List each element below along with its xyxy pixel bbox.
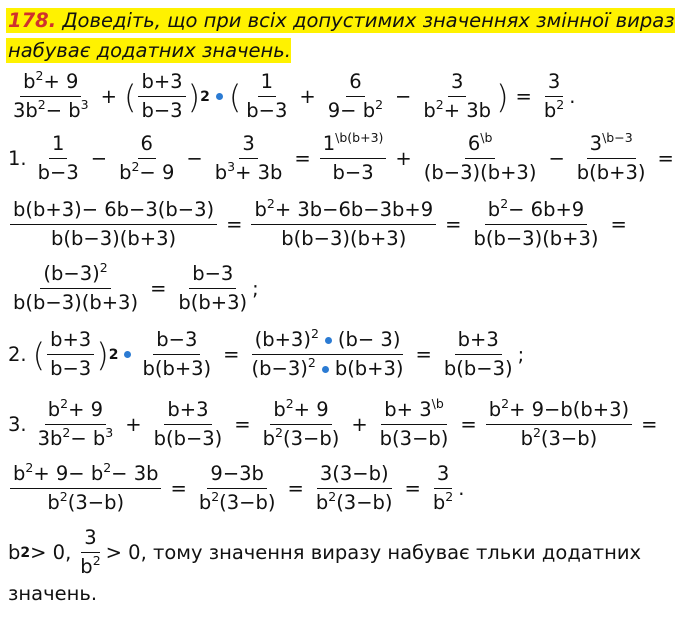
multiply-dot-icon	[322, 366, 329, 373]
multiply-dot-icon	[124, 351, 131, 358]
conclusion-text: > 0, тому значення виразу набуває тльки додатних	[105, 541, 642, 564]
step3-row2: $\frac{b^2+ 9- b^2- 3b}{b^2(3-b)}$ = $\frac{9-3b}{b^2(3-b)}$ = $\frac{3(3-b)}{b^2(3-b)}$ = $\frac{3}{b^2}$ .	[8, 462, 464, 515]
fraction: $\frac{b+3}{b-3}$	[138, 70, 185, 123]
step3-row1: 3. $\frac{b^2+ 9}{3b^2- b^3}$ + $\frac{b+3}{b(b-3)}$ = $\frac{b^2+ 9}{b^2(3-b)}$ + $\frac{b+ 3^{\backslash b}}{b(3-b)}$ = $\frac{b^2+ 9-b(b+3)}{b^2(3-b)}$ =	[8, 396, 658, 450]
step-label: 3.	[8, 413, 27, 436]
problem-number: 178.	[8, 9, 57, 32]
problem-text-line1: Доведіть, що при всіх допустимих значеннях змінної вираз	[56, 9, 675, 32]
step2-row: 2. ( $\frac{b+3}{b-3}$ ) 2 $\frac{b-3}{b(b+3)}$ = $\frac{(b+3)^2 (b- 3)}{(b-3)^2 b(b+3)}$ = $\frac{b+3}{b(b-3)}$ ;	[8, 326, 525, 380]
conclusion-text-line2: значень.	[8, 582, 98, 605]
problem-statement	[6, 6, 688, 66]
problem-text-line2: набуває додатних значень.	[8, 39, 291, 62]
given-expression: $\frac{b^2+ 9}{3b^2- b^3}$ + ( $\frac{b+3}{b-3}$ ) 2 ( $\frac{1}{b-3}$ + $\frac{6}{9- b^2}$ − $\frac{3}{b^2+ 3b}$ ) = $\frac{3}{b^2}$ .	[8, 70, 575, 123]
step-label: 2.	[8, 343, 27, 366]
fraction: $\frac{b^2+ 9}{3b^2- b^3}$	[13, 68, 89, 122]
multiply-dot-icon	[325, 337, 332, 344]
step1-row1: 1. $\frac{1}{b-3}$ − $\frac{6}{b^2- 9}$ − $\frac{3}{b^3+ 3b}$ = $\frac{1^{\backslash b(b+3)}}{b-3}$ + $\frac{6^{\backslash b}}{(b-3)(b+3)}$ − $\frac{3^{\backslash b-3}}{b(b+3)}$ =	[8, 130, 674, 184]
multiply-dot-icon	[216, 93, 223, 100]
step1-row2: $\frac{b(b+3)- 6b-3(b-3)}{b(b-3)(b+3)}$ = $\frac{b^2+ 3b-6b-3b+9}{b(b-3)(b+3)}$ = $\frac{b^2- 6b+9}{b(b-3)(b+3)}$ =	[8, 198, 634, 251]
step-label: 1.	[8, 147, 27, 170]
conclusion-line: b 2 > 0, $\frac{3}{b^2}$ > 0, тому значення виразу набуває тльки додатних	[8, 526, 642, 578]
step1-row3: $\frac{(b-3)^2}{b(b-3)(b+3)}$ = $\frac{b-3}{b(b+3)}$ ;	[13, 260, 259, 314]
